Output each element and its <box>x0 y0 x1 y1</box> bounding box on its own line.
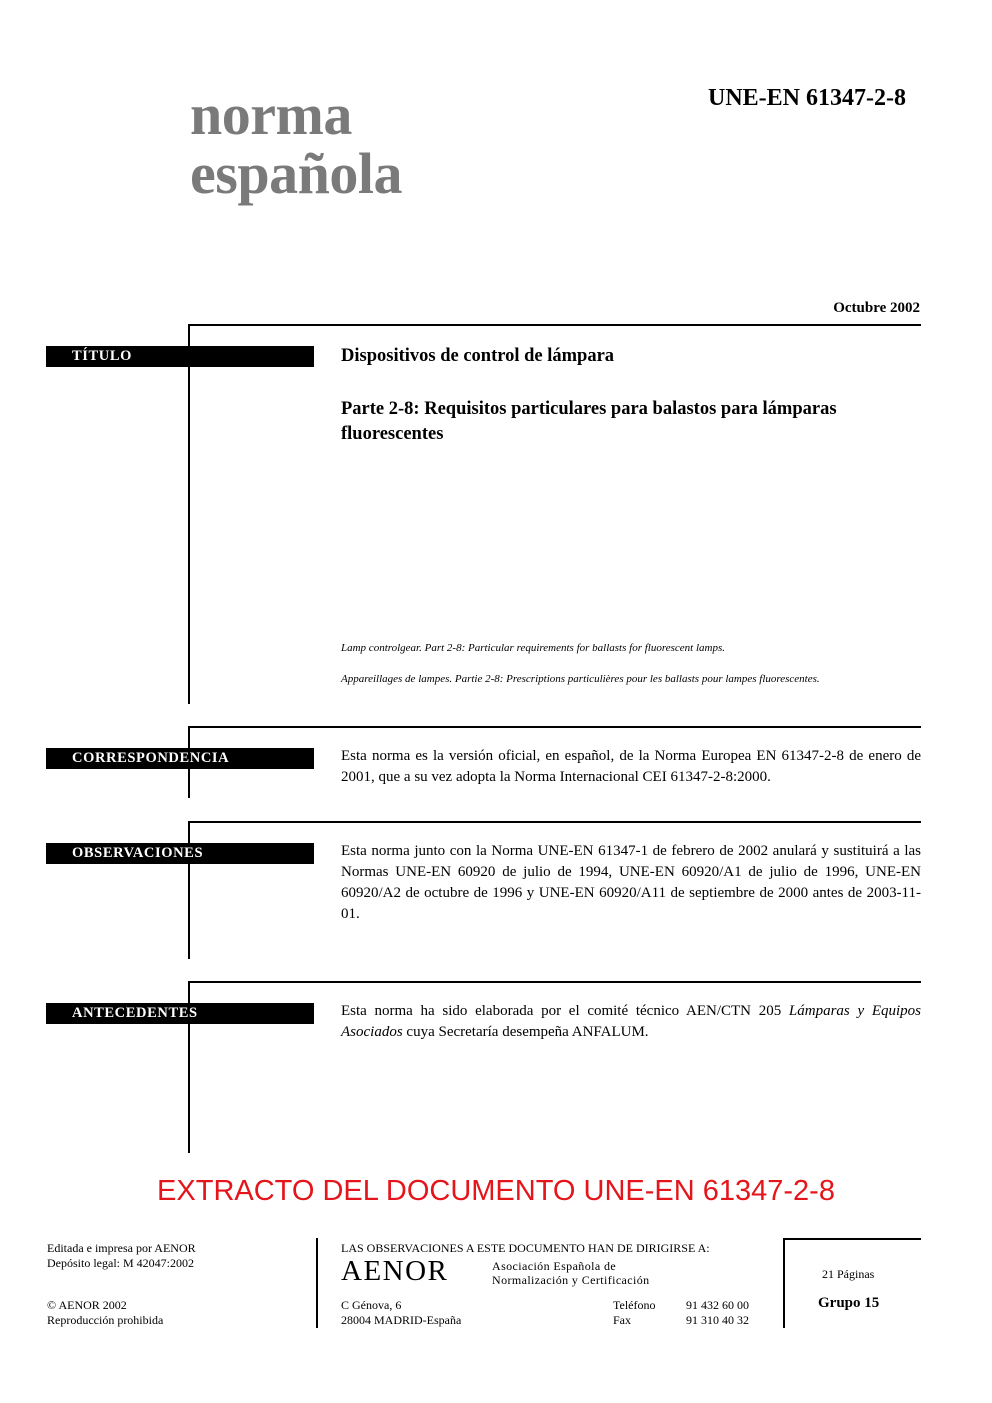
label-titulo: TÍTULO <box>46 346 314 367</box>
brand-line-norma: norma <box>190 82 352 147</box>
extract-notice: EXTRACTO DEL DOCUMENTO UNE-EN 61347-2-8 <box>157 1175 835 1207</box>
footer-edited: Editada e impresa por AENOR <box>47 1241 196 1255</box>
page-count: 21 Páginas <box>822 1267 875 1281</box>
footer-address-line2: 28004 MADRID-España <box>341 1313 462 1327</box>
section-divider-correspondencia <box>188 726 921 728</box>
footer-box-top-rule <box>783 1238 921 1240</box>
vertical-rule-observaciones <box>188 821 190 959</box>
section-divider-antecedentes <box>188 981 921 983</box>
title-english: Lamp controlgear. Part 2-8: Particular requirements for ballasts for fluorescent lamps. <box>341 642 725 654</box>
footer-reproduction: Reproducción prohibida <box>47 1313 164 1327</box>
antecedentes-text-start: Esta norma ha sido elaborada por el comité técnico AEN/CTN 205 <box>341 1003 789 1019</box>
label-correspondencia: CORRESPONDENCIA <box>46 748 314 769</box>
title-french: Appareillages de lampes. Partie 2-8: Prescriptions particulières pour les ballasts pour lampes fluorescentes. <box>341 673 820 685</box>
correspondencia-text: Esta norma es la versión oficial, en español, de la Norma Europea EN 61347-2-8 de enero de 2001, que a su vez adopta la Norma Internacional CEI 61347-2-8:2000. <box>341 748 921 785</box>
brand-line-espanola: española <box>190 141 402 206</box>
title-part: Parte 2-8: Requisitos particulares para balastos para lámparas fluorescentes <box>341 399 837 444</box>
label-antecedentes: ANTECEDENTES <box>46 1003 314 1024</box>
publication-date: Octubre 2002 <box>833 300 920 316</box>
antecedentes-text <box>341 1001 921 1043</box>
antecedentes-committee-name: Lámparas y Equipos Asociados <box>341 1003 921 1040</box>
label-observaciones: OBSERVACIONES <box>46 843 314 864</box>
title-main: Dispositivos de control de lámpara <box>341 346 615 366</box>
aenor-org-line1: Asociación Española de <box>492 1259 617 1273</box>
footer-phone-label: Teléfono <box>613 1298 656 1312</box>
footer-observations-header: LAS OBSERVACIONES A ESTE DOCUMENTO HAN DE DIRIGIRSE A: <box>341 1241 710 1255</box>
standard-code: UNE-EN 61347-2-8 <box>708 85 906 111</box>
footer-deposit: Depósito legal: M 42047:2002 <box>47 1256 194 1270</box>
footer-box-left-rule <box>783 1238 785 1328</box>
aenor-org-line2: Normalización y Certificación <box>492 1273 650 1287</box>
footer-fax-label: Fax <box>613 1313 631 1327</box>
section-divider-titulo <box>188 324 921 326</box>
vertical-rule-titulo <box>188 324 190 704</box>
footer-rule-left <box>316 1238 318 1328</box>
observaciones-text: Esta norma junto con la Norma UNE-EN 61347-1 de febrero de 2002 anulará y sustituirá a las Normas UNE-EN 60920 de julio de 1994, UNE-EN 60920/A1 de julio de 1996, UNE-EN 60920/A2 de octubre de 1996 y UNE-EN 60920/A11 de septiembre de 2000 antes de 2003-11-01. <box>341 843 921 922</box>
price-group: Grupo 15 <box>818 1295 880 1311</box>
footer-copyright: © AENOR 2002 <box>47 1298 127 1312</box>
footer-address-line1: C Génova, 6 <box>341 1298 402 1312</box>
footer-fax-value: 91 310 40 32 <box>686 1313 749 1327</box>
footer-phone-value: 91 432 60 00 <box>686 1298 749 1312</box>
aenor-logo: AENOR <box>341 1255 449 1287</box>
section-divider-observaciones <box>188 821 921 823</box>
aenor-org-name <box>492 1259 650 1287</box>
antecedentes-text-end: cuya Secretaría desempeña ANFALUM. <box>402 1024 649 1040</box>
